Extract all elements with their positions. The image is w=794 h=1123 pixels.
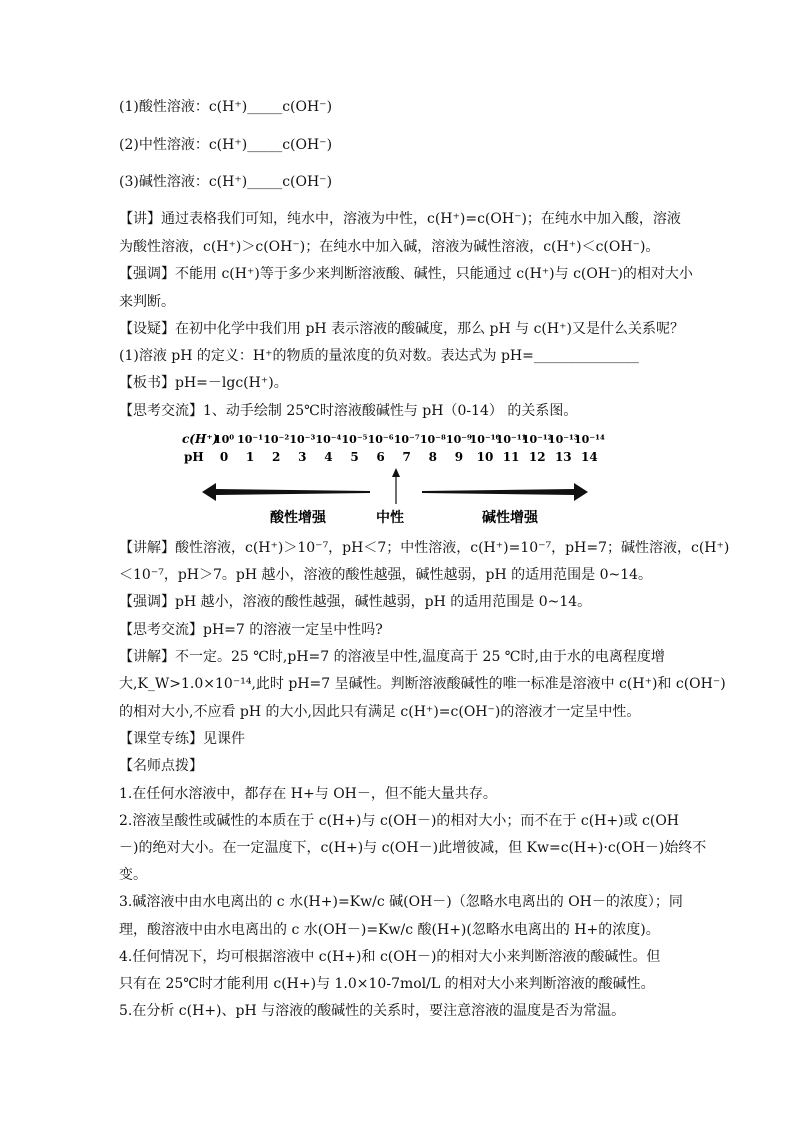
ph-tick-label: 1 bbox=[245, 450, 255, 464]
ph-tick-label: 11 bbox=[502, 450, 520, 464]
explain-2: ＜10⁻⁷，pH＞7。pH 越小，溶液的酸性越强，碱性越弱，pH 的适用范围是 0~14。 bbox=[119, 567, 653, 583]
acid-direction-arrow bbox=[202, 483, 370, 501]
explain-3-line-1: 【讲解】不一定。25 ℃时,pH=7 的溶液呈中性,温度高于 25 ℃时,由于水的电离程度增 bbox=[119, 649, 665, 665]
ch-tick-label: 10⁻¹² bbox=[521, 433, 553, 446]
ph-tick-label: 13 bbox=[554, 450, 572, 464]
ph-tick-label: 4 bbox=[324, 450, 333, 464]
emphasis-line-2: 来判断。 bbox=[119, 294, 175, 310]
classroom-practice: 【课堂专练】见课件 bbox=[119, 731, 245, 747]
tip-2-line-1: 2.溶液呈酸性或碱性的本质在于 c(H+)与 c(OH－)的相对大小；而不在于 c(H+)或 c(OH bbox=[119, 813, 680, 829]
ph-definition: (1)溶液 pH 的定义：H⁺的物质的量浓度的负对数。表达式为 pH=_______________ bbox=[119, 348, 639, 364]
ph-tick-label: 10 bbox=[476, 450, 494, 464]
tip-2-line-2: －)的绝对大小。在一定温度下，c(H+)与 c(OH－)此增彼减，但 Kw=c(H+)·c(OH－)始终不 bbox=[119, 840, 707, 856]
ph-tick-label: 6 bbox=[376, 450, 385, 464]
acid-label: 酸性增强 bbox=[270, 510, 326, 526]
question-basic: (3)碱性溶液：c(H⁺)_____c(OH⁻) bbox=[119, 174, 333, 190]
question-prompt: 【设疑】在初中化学中我们用 pH 表示溶液的酸碱度，那么 pH 与 c(H⁺)又是什么关系呢？ bbox=[119, 321, 684, 337]
ch-tick-label: 10⁻⁹ bbox=[445, 433, 472, 446]
ch-tick-label: 10⁻³ bbox=[289, 433, 316, 446]
ph-tick-label: 7 bbox=[402, 450, 411, 464]
ch-axis-label: c(H⁺) bbox=[182, 432, 219, 446]
ph-tick-label: 3 bbox=[298, 450, 307, 464]
ch-tick-label: 10⁻¹⁴ bbox=[574, 433, 605, 446]
board-note: 【板书】pH=－lgc(H⁺)。 bbox=[119, 375, 288, 391]
neutral-label: 中性 bbox=[376, 510, 404, 526]
discussion-1: 【思考交流】1、动手绘制 25℃时溶液酸碱性与 pH（0-14） 的关系图。 bbox=[119, 403, 578, 419]
explain-1: 【讲解】酸性溶液，c(H⁺)＞10⁻⁷，pH＜7；中性溶液，c(H⁺)=10⁻⁷，pH=7；碱性溶液，c(H⁺) bbox=[119, 540, 730, 556]
question-acidic: (1)酸性溶液：c(H⁺)_____c(OH⁻) bbox=[119, 99, 333, 115]
ph-tick-label: 14 bbox=[581, 450, 598, 464]
tip-3-line-1: 3.碱溶液中由水电离出的 c 水(H+)=Kw/c 碱(OH－)（忽略水电离出的 OH－的浓度）；同 bbox=[119, 894, 683, 910]
question-neutral: (2)中性溶液：c(H⁺)_____c(OH⁻) bbox=[119, 137, 333, 153]
ph-tick-label: 0 bbox=[219, 450, 229, 464]
ch-tick-label: 10⁻¹ bbox=[237, 433, 264, 446]
explain-3-line-3: 的相对大小,不应看 pH 的大小,因此只有满足 c(H⁺)=c(OH⁻)的溶液才一定呈中性。 bbox=[119, 704, 641, 720]
emphasis-line-1: 【强调】不能用 c(H⁺)等于多少来判断溶液酸、碱性，只能通过 c(H⁺)与 c(OH⁻)的相对大小 bbox=[119, 266, 693, 282]
ph-tick-label: 2 bbox=[272, 450, 281, 464]
tip-5: 5.在分析 c(H+)、pH 与溶液的酸碱性的关系时，要注意溶液的温度是否为常温。 bbox=[119, 1003, 626, 1019]
ph-tick-label: 8 bbox=[428, 450, 437, 464]
ch-tick-label: 10⁻¹³ bbox=[547, 433, 579, 446]
lecture-line-1: 【讲】通过表格我们可知，纯水中，溶液为中性，c(H⁺)=c(OH⁻)；在纯水中加入酸，溶液 bbox=[119, 211, 681, 227]
tip-1: 1.在任何水溶液中，都存在 H+与 OH－，但不能大量共存。 bbox=[119, 786, 497, 802]
ph-scale-diagram bbox=[180, 430, 610, 530]
ch-tick-label: 10⁻⁴ bbox=[315, 433, 342, 446]
base-label: 碱性增强 bbox=[482, 510, 538, 526]
neutral-pointer-head bbox=[392, 468, 400, 477]
ph-axis-label: pH bbox=[184, 450, 204, 464]
ch-tick-label: 10⁻⁷ bbox=[393, 433, 420, 446]
ch-tick-label: 10⁻¹¹ bbox=[495, 433, 527, 446]
lecture-line-2: 为酸性溶液，c(H⁺)＞c(OH⁻)；在纯水中加入碱，溶液为碱性溶液，c(H⁺)＜c(OH⁻)。 bbox=[119, 239, 660, 255]
emphasis-2: 【强调】pH 越小，溶液的酸性越强，碱性越弱，pH 的适用范围是 0~14。 bbox=[119, 594, 592, 610]
ph-tick-label: 5 bbox=[350, 450, 359, 464]
ch-tick-label: 10⁻² bbox=[263, 433, 290, 446]
ch-value-row bbox=[214, 433, 605, 446]
ph-tick-label: 12 bbox=[528, 450, 546, 464]
tip-4-line-2: 只有在 25℃时才能利用 c(H+)与 1.0×10-7mol/L 的相对大小来判断溶液的酸碱性。 bbox=[119, 976, 655, 992]
ph-tick-label: 9 bbox=[454, 450, 464, 464]
teacher-tips-heading: 【名师点拨】 bbox=[119, 758, 203, 774]
explain-3-line-2: 大,K_W>1.0×10⁻¹⁴,此时 pH=7 呈碱性。判断溶液酸碱性的唯一标准是溶液中 c(H⁺)和 c(OH⁻) bbox=[119, 676, 726, 692]
tip-4-line-1: 4.任何情况下，均可根据溶液中 c(H+)和 c(OH－)的相对大小来判断溶液的酸碱性。但 bbox=[119, 949, 661, 965]
ch-tick-label: 10⁰ bbox=[213, 433, 235, 446]
discussion-2: 【思考交流】pH=7 的溶液一定呈中性吗? bbox=[119, 622, 383, 638]
ch-tick-label: 10⁻⁶ bbox=[367, 433, 394, 446]
tip-3-line-2: 理，酸溶液中由水电离出的 c 水(OH－)=Kw/c 酸(H+)(忽略水电离出的 H+的浓度)。 bbox=[119, 922, 660, 938]
ch-tick-label: 10⁻⁸ bbox=[419, 433, 446, 446]
base-direction-arrow bbox=[422, 483, 588, 501]
tip-2-line-3: 变。 bbox=[119, 867, 147, 883]
ch-tick-label: 10⁻⁵ bbox=[341, 433, 368, 446]
ph-value-row bbox=[220, 450, 598, 464]
ch-tick-label: 10⁻¹⁰ bbox=[469, 433, 501, 446]
